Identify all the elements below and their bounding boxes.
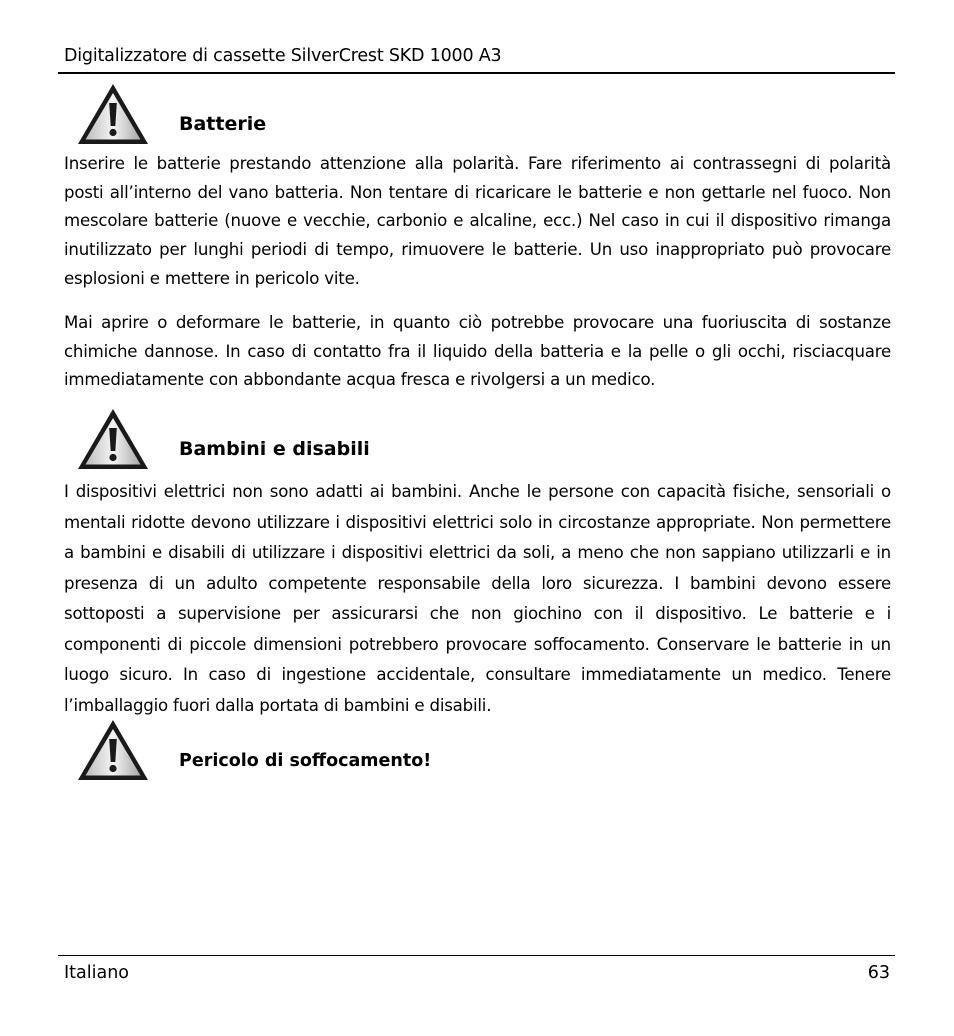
paragraph-batterie-1: Inserire le batterie prestando attenzione alla polarità. Fare riferimento ai contrassegni di polarità posti all’interno del vano batteria. Non tentare di ricaricare le batterie e non gettarle nel fuoco. Non mescolare batterie (nuove e vecchie, carbonio e alcaline, ecc.) Nel caso in cui il dispositivo rimanga inutilizzato per lunghi periodi di tempo, rimuovere le batterie. Un uso inappropriato può provocare esplosioni e mettere in pericolo vite. xyxy=(64,154,891,288)
warning-triangle-icon xyxy=(77,719,149,781)
paragraph-bambini-e-disabili: I dispositivi elettrici non sono adatti ai bambini. Anche le persone con capacità fisiche, sensoriali o mentali ridotte devono utilizzare i dispositivi elettrici solo in circostanze appropriate. Non permettere a bambini e disabili di utilizzare i dispositivi elettrici da soli, a meno che non sappiano utilizzarli e in presenza di un adulto competente responsabile della loro sicurezza. I bambini devono essere sottoposti a supervisione per assicurarsi che non giochino con il dispositivo. Le batterie e i componenti di piccole dimensioni potrebbero provocare soffocamento. Conservare le batterie in un luogo sicuro. In caso di ingestione accidentale, consultare immediatamente un medico. Tenere l’imballaggio fuori dalla portata di bambini e disabili. xyxy=(64,482,891,715)
warning-triangle-icon xyxy=(77,408,149,470)
footer-rule xyxy=(58,955,895,956)
document-title: Digitalizzatore di cassette SilverCrest SKD 1000 A3 xyxy=(64,46,502,66)
footer-language: Italiano xyxy=(64,963,129,983)
section-heading-bambini-e-disabili: Bambini e disabili xyxy=(179,438,370,460)
section-heading-batterie: Batterie xyxy=(179,113,267,135)
header-rule xyxy=(58,72,895,74)
page-number: 63 xyxy=(867,963,890,983)
paragraph-batterie-2: Mai aprire o deformare le batterie, in quanto ciò potrebbe provocare una fuoriuscita di sostanze chimiche dannose. In caso di contatto fra il liquido della batteria e la pelle o gli occhi, risciacquare immediatamente con abbondante acqua fresca e rivolgersi a un medico. xyxy=(64,313,891,390)
section-heading-pericolo-di-soffocamento: Pericolo di soffocamento! xyxy=(179,751,432,771)
warning-triangle-icon xyxy=(77,83,149,145)
